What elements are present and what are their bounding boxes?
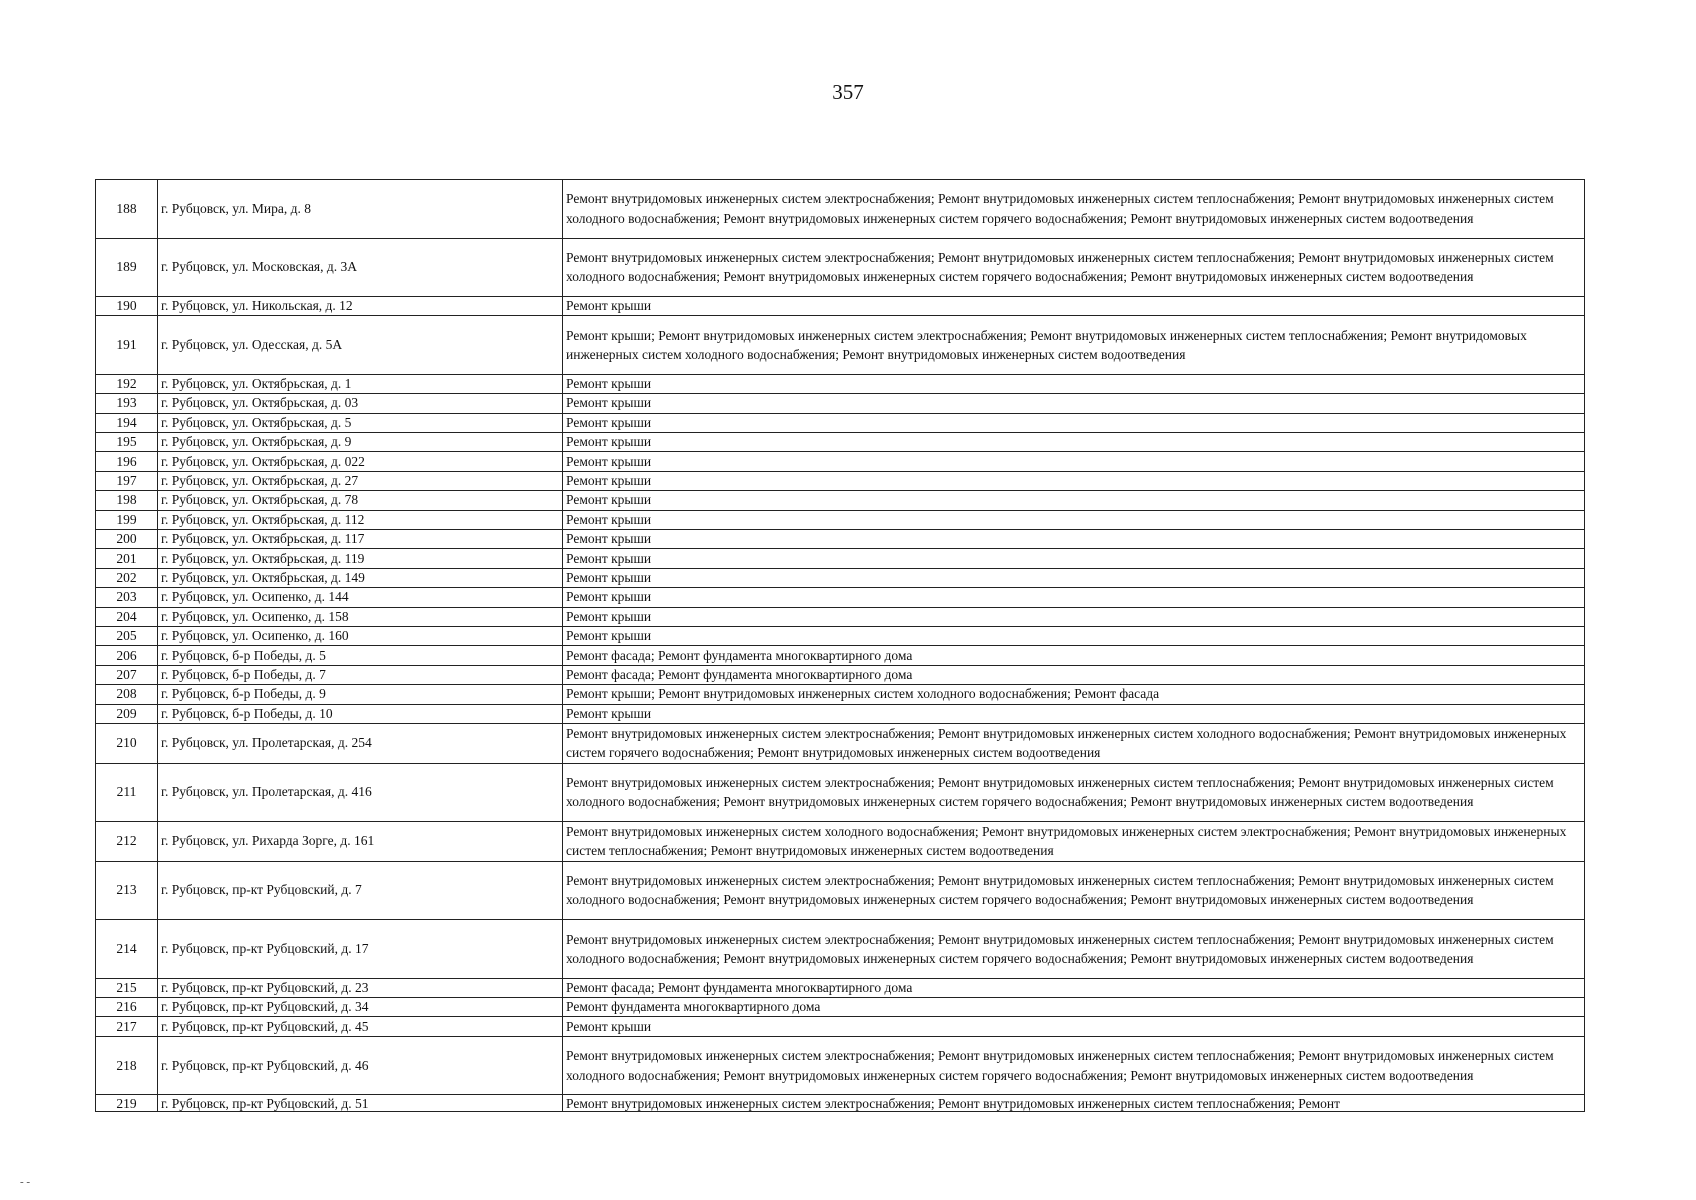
row-works-cell: Ремонт внутридомовых инженерных систем электроснабжения; Ремонт внутридомовых инженерных систем теплоснабжения; Ремонт внутридомовых инженерных систем холодного водоснабжения; Ремонт внутридомовых инженерных систем горячего водоснабжения; Ремонт внутридомовых инженерных систем водоотведения (563, 861, 1585, 920)
row-works-cell: Ремонт крыши (563, 704, 1585, 723)
table-row (96, 452, 1585, 471)
row-address-cell: г. Рубцовск, ул. Московская, д. 3А (158, 238, 563, 297)
row-address-cell: г. Рубцовск, ул. Мира, д. 8 (158, 180, 563, 239)
row-address-cell: г. Рубцовск, пр-кт Рубцовский, д. 45 (158, 1017, 563, 1036)
table-row (96, 180, 1585, 239)
row-works-cell: Ремонт внутридомовых инженерных систем электроснабжения; Ремонт внутридомовых инженерных систем теплоснабжения; Ремонт (563, 1095, 1585, 1112)
row-address-cell: г. Рубцовск, ул. Октябрьская, д. 78 (158, 491, 563, 510)
table-row (96, 394, 1585, 413)
row-address-cell: г. Рубцовск, б-р Победы, д. 5 (158, 646, 563, 665)
row-number-cell: 212 (96, 822, 158, 862)
table-row (96, 861, 1585, 920)
table-row (96, 646, 1585, 665)
row-address-cell: г. Рубцовск, ул. Октябрьская, д. 1 (158, 374, 563, 393)
table-row (96, 238, 1585, 297)
row-number-cell: 204 (96, 607, 158, 626)
row-works-cell: Ремонт крыши (563, 452, 1585, 471)
row-address-cell: г. Рубцовск, ул. Октябрьская, д. 022 (158, 452, 563, 471)
table-row (96, 471, 1585, 490)
row-number-cell: 201 (96, 549, 158, 568)
row-number-cell: 193 (96, 394, 158, 413)
row-works-cell: Ремонт крыши (563, 626, 1585, 645)
table-row (96, 1017, 1585, 1036)
row-works-cell: Ремонт фасада; Ремонт фундамента многоквартирного дома (563, 665, 1585, 684)
row-number-cell: 217 (96, 1017, 158, 1036)
row-works-cell: Ремонт фасада; Ремонт фундамента многоквартирного дома (563, 978, 1585, 997)
row-works-cell: Ремонт крыши (563, 297, 1585, 316)
row-number-cell: 190 (96, 297, 158, 316)
row-number-cell: 211 (96, 763, 158, 822)
row-number-cell: 198 (96, 491, 158, 510)
row-number-cell: 208 (96, 685, 158, 704)
table-row (96, 588, 1585, 607)
row-number-cell: 200 (96, 530, 158, 549)
row-works-cell: Ремонт крыши; Ремонт внутридомовых инженерных систем холодного водоснабжения; Ремонт фасада (563, 685, 1585, 704)
row-address-cell: г. Рубцовск, ул. Октябрьская, д. 119 (158, 549, 563, 568)
row-address-cell: г. Рубцовск, ул. Пролетарская, д. 254 (158, 723, 563, 763)
table-row (96, 998, 1585, 1017)
row-works-cell: Ремонт крыши (563, 413, 1585, 432)
row-works-cell: Ремонт крыши (563, 374, 1585, 393)
row-number-cell: 205 (96, 626, 158, 645)
row-works-cell: Ремонт крыши (563, 549, 1585, 568)
row-works-cell: Ремонт крыши (563, 433, 1585, 452)
table-row (96, 763, 1585, 822)
scan-mark: - - (20, 1176, 31, 1188)
table-row (96, 723, 1585, 763)
row-works-cell: Ремонт внутридомовых инженерных систем электроснабжения; Ремонт внутридомовых инженерных систем теплоснабжения; Ремонт внутридомовых инженерных систем холодного водоснабжения; Ремонт внутридомовых инженерных систем горячего водоснабжения; Ремонт внутридомовых инженерных систем водоотведения (563, 180, 1585, 239)
table-row (96, 316, 1585, 375)
table-row (96, 665, 1585, 684)
row-number-cell: 195 (96, 433, 158, 452)
row-works-cell: Ремонт внутридомовых инженерных систем электроснабжения; Ремонт внутридомовых инженерных систем холодного водоснабжения; Ремонт внутридомовых инженерных систем горячего водоснабжения; Ремонт внутридомовых инженерных систем водоотведения (563, 723, 1585, 763)
row-works-cell: Ремонт крыши (563, 510, 1585, 529)
row-number-cell: 213 (96, 861, 158, 920)
row-works-cell: Ремонт крыши; Ремонт внутридомовых инженерных систем электроснабжения; Ремонт внутридомовых инженерных систем теплоснабжения; Ремонт внутридомовых инженерных систем холодного водоснабжения; Ремонт внутридомовых инженерных систем водоотведения (563, 316, 1585, 375)
row-number-cell: 188 (96, 180, 158, 239)
table-row (96, 704, 1585, 723)
table-row (96, 568, 1585, 587)
row-address-cell: г. Рубцовск, б-р Победы, д. 9 (158, 685, 563, 704)
table-row (96, 510, 1585, 529)
row-address-cell: г. Рубцовск, ул. Одесская, д. 5А (158, 316, 563, 375)
row-address-cell: г. Рубцовск, ул. Октябрьская, д. 03 (158, 394, 563, 413)
row-address-cell: г. Рубцовск, пр-кт Рубцовский, д. 51 (158, 1095, 563, 1112)
row-address-cell: г. Рубцовск, пр-кт Рубцовский, д. 34 (158, 998, 563, 1017)
row-number-cell: 206 (96, 646, 158, 665)
row-number-cell: 216 (96, 998, 158, 1017)
row-address-cell: г. Рубцовск, пр-кт Рубцовский, д. 23 (158, 978, 563, 997)
row-number-cell: 214 (96, 920, 158, 979)
row-address-cell: г. Рубцовск, б-р Победы, д. 10 (158, 704, 563, 723)
row-address-cell: г. Рубцовск, ул. Осипенко, д. 158 (158, 607, 563, 626)
row-number-cell: 191 (96, 316, 158, 375)
row-number-cell: 203 (96, 588, 158, 607)
row-number-cell: 197 (96, 471, 158, 490)
row-works-cell: Ремонт крыши (563, 491, 1585, 510)
table-row (96, 920, 1585, 979)
table-row (96, 413, 1585, 432)
row-number-cell: 192 (96, 374, 158, 393)
row-address-cell: г. Рубцовск, ул. Осипенко, д. 144 (158, 588, 563, 607)
row-address-cell: г. Рубцовск, ул. Рихарда Зорге, д. 161 (158, 822, 563, 862)
row-works-cell: Ремонт внутридомовых инженерных систем электроснабжения; Ремонт внутридомовых инженерных систем теплоснабжения; Ремонт внутридомовых инженерных систем холодного водоснабжения; Ремонт внутридомовых инженерных систем горячего водоснабжения; Ремонт внутридомовых инженерных систем водоотведения (563, 238, 1585, 297)
row-works-cell: Ремонт внутридомовых инженерных систем электроснабжения; Ремонт внутридомовых инженерных систем теплоснабжения; Ремонт внутридомовых инженерных систем холодного водоснабжения; Ремонт внутридомовых инженерных систем горячего водоснабжения; Ремонт внутридомовых инженерных систем водоотведения (563, 763, 1585, 822)
row-works-cell: Ремонт крыши (563, 568, 1585, 587)
row-address-cell: г. Рубцовск, пр-кт Рубцовский, д. 17 (158, 920, 563, 979)
row-works-cell: Ремонт крыши (563, 588, 1585, 607)
table-row (96, 822, 1585, 862)
row-address-cell: г. Рубцовск, ул. Октябрьская, д. 112 (158, 510, 563, 529)
row-address-cell: г. Рубцовск, ул. Октябрьская, д. 149 (158, 568, 563, 587)
row-address-cell: г. Рубцовск, ул. Пролетарская, д. 416 (158, 763, 563, 822)
row-works-cell: Ремонт крыши (563, 394, 1585, 413)
registry-table (95, 179, 1585, 1112)
row-works-cell: Ремонт крыши (563, 1017, 1585, 1036)
table-row (96, 1095, 1585, 1112)
row-address-cell: г. Рубцовск, ул. Октябрьская, д. 117 (158, 530, 563, 549)
row-number-cell: 189 (96, 238, 158, 297)
row-number-cell: 196 (96, 452, 158, 471)
row-works-cell: Ремонт крыши (563, 530, 1585, 549)
row-number-cell: 199 (96, 510, 158, 529)
row-works-cell: Ремонт внутридомовых инженерных систем холодного водоснабжения; Ремонт внутридомовых инженерных систем электроснабжения; Ремонт внутридомовых инженерных систем теплоснабжения; Ремонт внутридомовых инженерных систем водоотведения (563, 822, 1585, 862)
row-works-cell: Ремонт фасада; Ремонт фундамента многоквартирного дома (563, 646, 1585, 665)
row-number-cell: 218 (96, 1036, 158, 1095)
table-row (96, 685, 1585, 704)
table-row (96, 297, 1585, 316)
row-address-cell: г. Рубцовск, пр-кт Рубцовский, д. 46 (158, 1036, 563, 1095)
table-row (96, 374, 1585, 393)
row-number-cell: 215 (96, 978, 158, 997)
table-row (96, 1036, 1585, 1095)
table-row (96, 530, 1585, 549)
row-works-cell: Ремонт внутридомовых инженерных систем электроснабжения; Ремонт внутридомовых инженерных систем теплоснабжения; Ремонт внутридомовых инженерных систем холодного водоснабжения; Ремонт внутридомовых инженерных систем горячего водоснабжения; Ремонт внутридомовых инженерных систем водоотведения (563, 920, 1585, 979)
row-number-cell: 219 (96, 1095, 158, 1112)
table-row (96, 549, 1585, 568)
row-works-cell: Ремонт фундамента многоквартирного дома (563, 998, 1585, 1017)
table-row (96, 626, 1585, 645)
table-row (96, 491, 1585, 510)
row-number-cell: 209 (96, 704, 158, 723)
page-number: 357 (832, 80, 864, 104)
table-row (96, 978, 1585, 997)
row-number-cell: 207 (96, 665, 158, 684)
row-address-cell: г. Рубцовск, б-р Победы, д. 7 (158, 665, 563, 684)
row-address-cell: г. Рубцовск, ул. Октябрьская, д. 5 (158, 413, 563, 432)
table-row (96, 607, 1585, 626)
row-address-cell: г. Рубцовск, пр-кт Рубцовский, д. 7 (158, 861, 563, 920)
row-address-cell: г. Рубцовск, ул. Осипенко, д. 160 (158, 626, 563, 645)
row-address-cell: г. Рубцовск, ул. Октябрьская, д. 9 (158, 433, 563, 452)
registry-table-body (96, 180, 1585, 1112)
row-works-cell: Ремонт внутридомовых инженерных систем электроснабжения; Ремонт внутридомовых инженерных систем теплоснабжения; Ремонт внутридомовых инженерных систем холодного водоснабжения; Ремонт внутридомовых инженерных систем горячего водоснабжения; Ремонт внутридомовых инженерных систем водоотведения (563, 1036, 1585, 1095)
row-number-cell: 202 (96, 568, 158, 587)
row-works-cell: Ремонт крыши (563, 607, 1585, 626)
row-address-cell: г. Рубцовск, ул. Октябрьская, д. 27 (158, 471, 563, 490)
row-number-cell: 194 (96, 413, 158, 432)
row-number-cell: 210 (96, 723, 158, 763)
row-works-cell: Ремонт крыши (563, 471, 1585, 490)
row-address-cell: г. Рубцовск, ул. Никольская, д. 12 (158, 297, 563, 316)
table-row (96, 433, 1585, 452)
